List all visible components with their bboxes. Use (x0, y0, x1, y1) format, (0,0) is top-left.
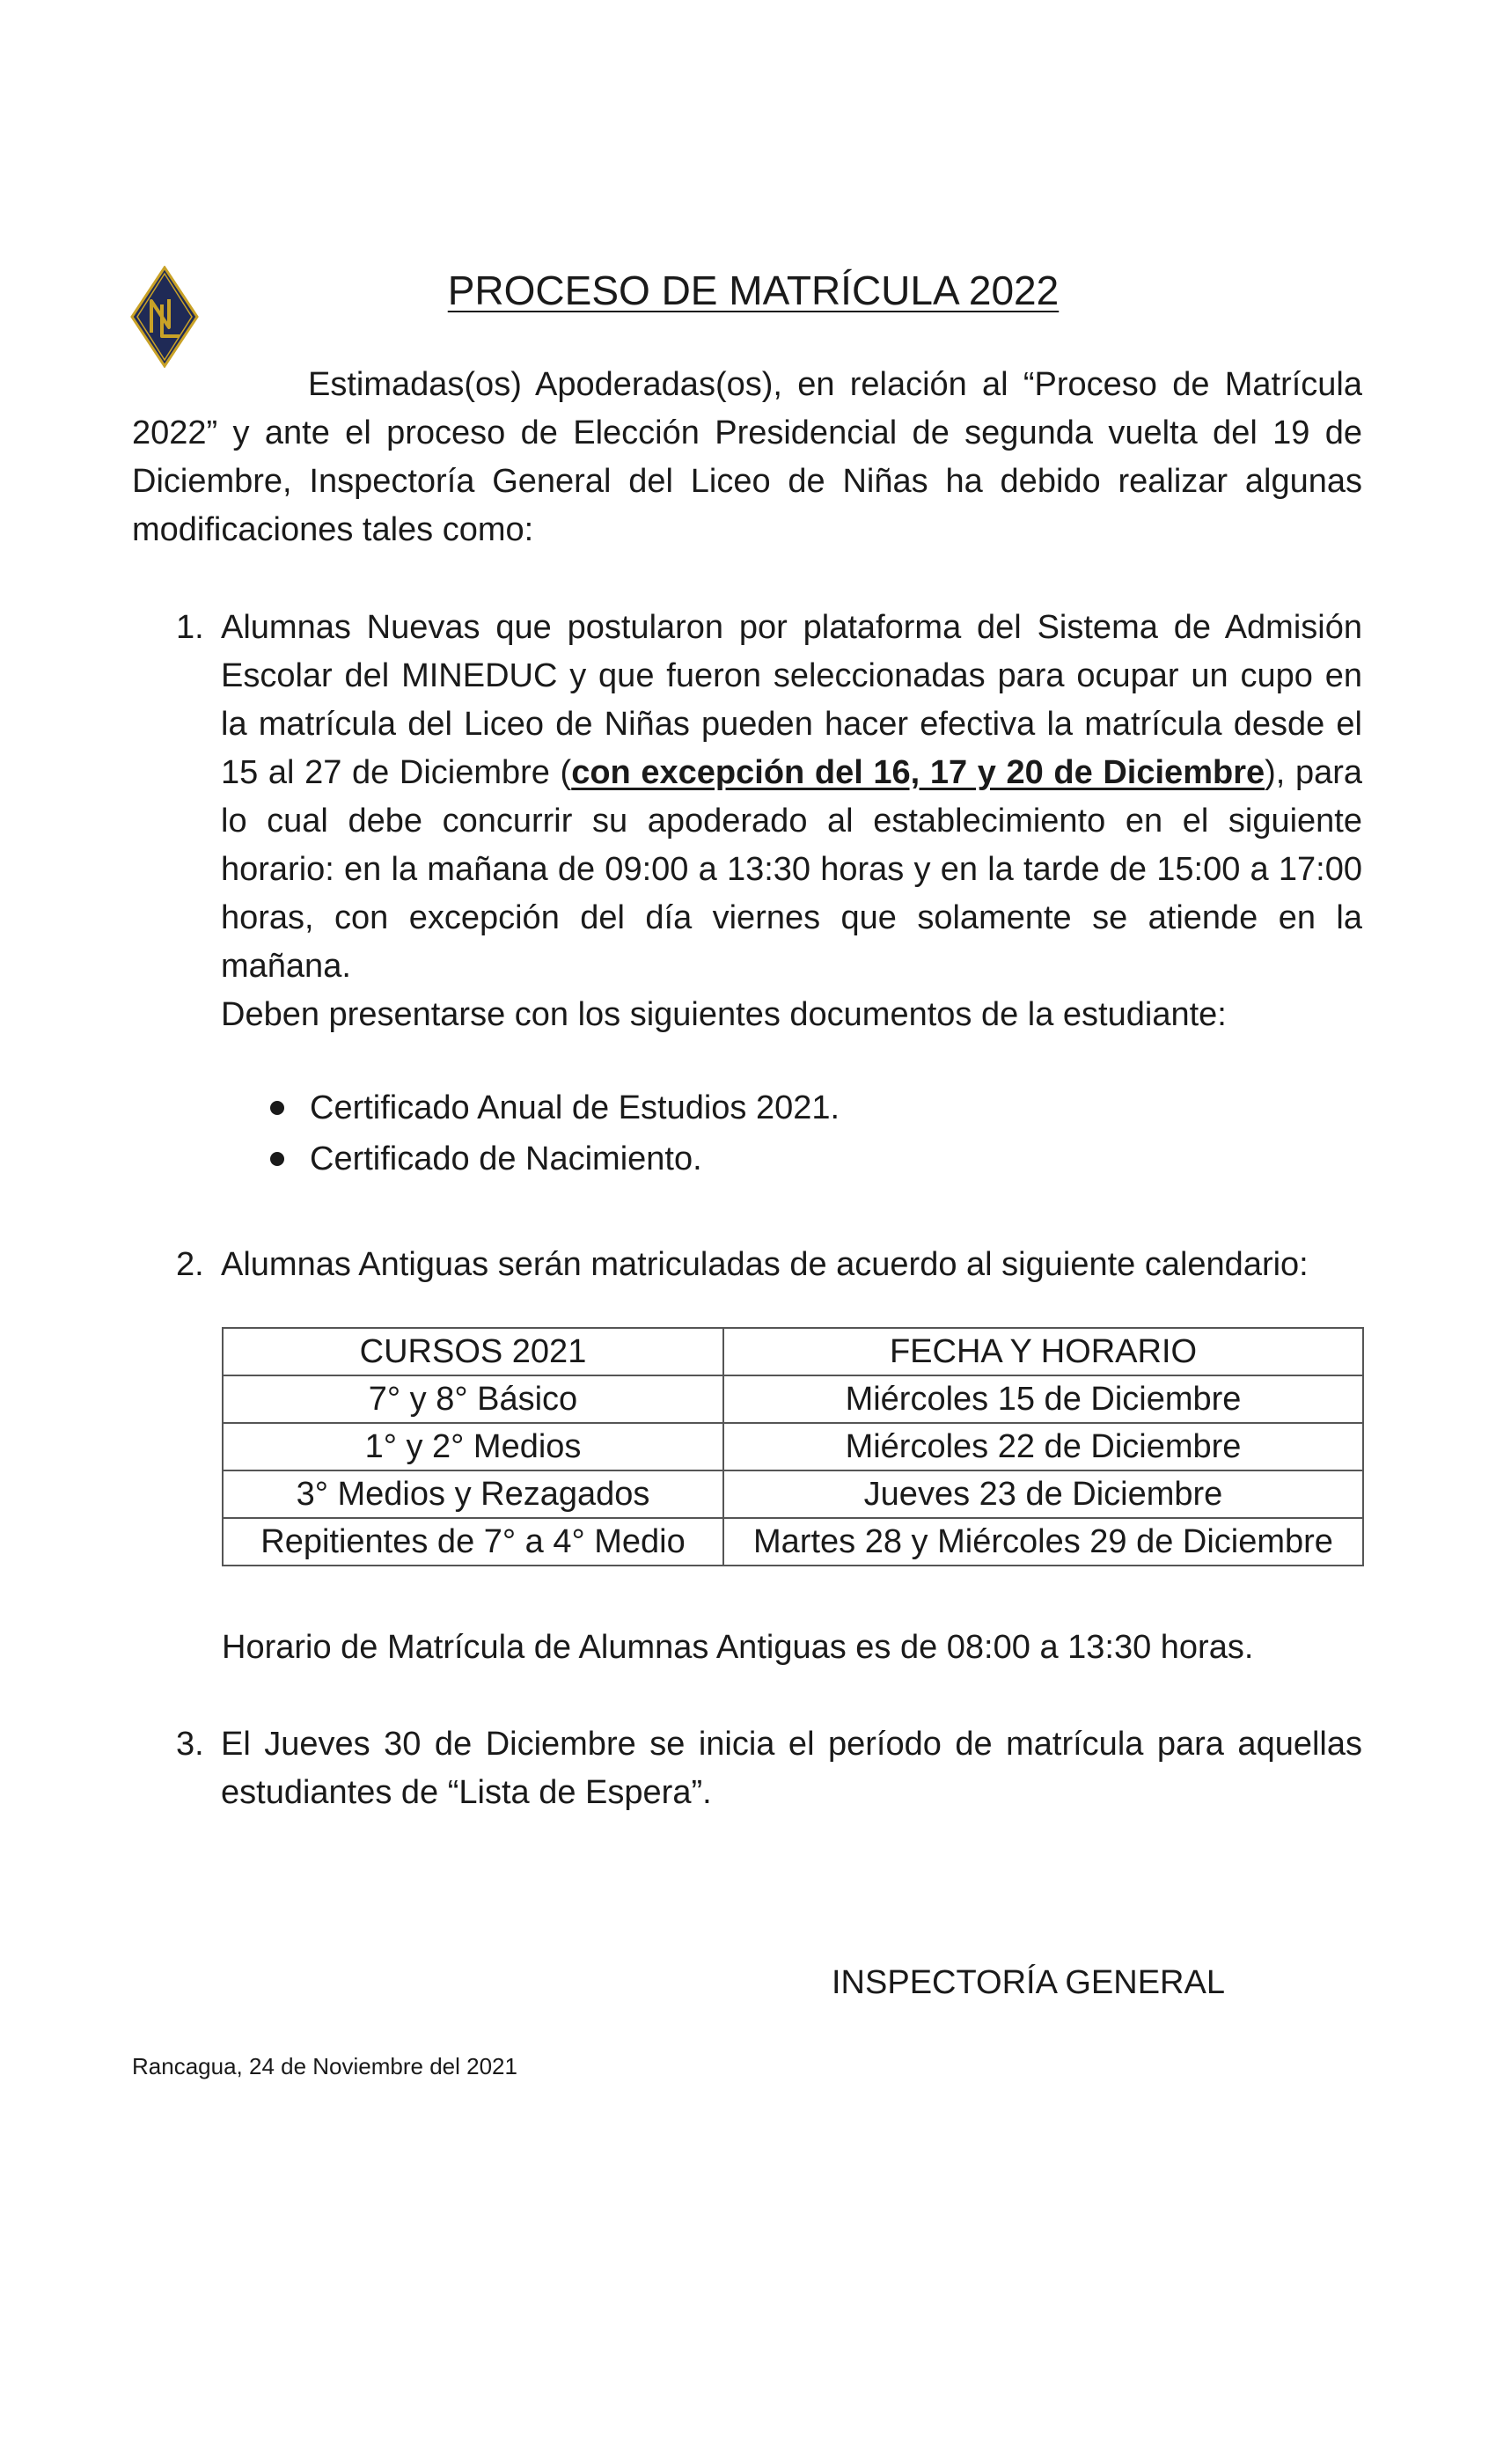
document-name: Certificado de Nacimiento. (310, 1140, 702, 1177)
course-cell: 1° y 2° Medios (223, 1423, 723, 1470)
table-row (223, 1470, 1363, 1518)
bullet-icon (270, 1101, 284, 1115)
intro-paragraph: Estimadas(os) Apoderadas(os), en relación al “Proceso de Matrícula 2022” y ante el proceso de Elección Presidencial de segunda vuelta del 19 de Diciembre, Inspectoría General del Liceo de Niñas ha debido realizar algunas modificaciones tales como: (132, 366, 1362, 548)
course-cell: 3° Medios y Rezagados (223, 1470, 723, 1518)
date-cell: Miércoles 22 de Diciembre (723, 1423, 1363, 1470)
item1-exception-text: con excepción del 16, 17 y 20 de Diciembre (571, 754, 1265, 791)
list-number: 2. (176, 1246, 204, 1283)
table-header-row (223, 1328, 1363, 1375)
bullet-icon (270, 1152, 284, 1166)
signature-block: INSPECTORÍA GENERAL (832, 1964, 1225, 2001)
schedule-note: Horario de Matrícula de Alumnas Antiguas es de 08:00 a 13:30 horas. (222, 1629, 1254, 1666)
item3-text: El Jueves 30 de Diciembre se inicia el período de matrícula para aquellas estudiantes de “Lista de Espera”. (221, 1726, 1362, 1811)
table-header-cell: CURSOS 2021 (223, 1328, 723, 1375)
list-item (132, 1133, 1362, 1184)
list-number: 1. (176, 609, 204, 646)
date-cell: Jueves 23 de Diciembre (723, 1470, 1363, 1518)
list-number: 3. (176, 1726, 204, 1763)
item2-text: Alumnas Antiguas serán matriculadas de acuerdo al siguiente calendario: (221, 1246, 1309, 1283)
page-title: PROCESO DE MATRÍCULA 2022 (447, 268, 1060, 313)
date-cell: Martes 28 y Miércoles 29 de Diciembre (723, 1518, 1363, 1566)
table-row (223, 1375, 1363, 1423)
item1-docs-intro: Deben presentarse con los siguientes documentos de la estudiante: (221, 996, 1227, 1033)
enrollment-schedule-table (222, 1327, 1364, 1566)
list-item-2 (132, 1241, 1362, 1289)
course-cell: Repitientes de 7° a 4° Medio (223, 1518, 723, 1566)
item1-text-b: ), para lo cual debe concurrir su apoderado al establecimiento en el siguiente horario: en la mañana de 09:00 a 13:30 horas y en la tarde de 15:00 a 17:00 horas, con excepción del día viernes que solamente se atiende en la mañana. (221, 754, 1363, 985)
item1-text-a: Alumnas Nuevas que postularon por plataforma del Sistema de Admisión Escolar del MINEDUC y que fueron seleccionadas para ocupar un cupo en la matrícula del Liceo de Niñas pueden hacer efectiva la matrícula desde el 15 al 27 de Diciembre ( (221, 609, 1362, 791)
item1-paragraph (221, 604, 1362, 991)
date-line: Rancagua, 24 de Noviembre del 2021 (132, 2053, 517, 2079)
list-item (132, 1082, 1362, 1133)
list-item-3 (132, 1720, 1362, 1817)
document-name: Certificado Anual de Estudios 2021. (310, 1089, 840, 1126)
list-item-body (221, 604, 1362, 1039)
table-row (223, 1518, 1363, 1566)
table-header-cell: FECHA Y HORARIO (723, 1328, 1363, 1375)
table-row (223, 1423, 1363, 1470)
list-item-1 (132, 604, 1362, 1039)
course-cell: 7° y 8° Básico (223, 1375, 723, 1423)
date-cell: Miércoles 15 de Diciembre (723, 1375, 1363, 1423)
documents-list (132, 1082, 1362, 1184)
